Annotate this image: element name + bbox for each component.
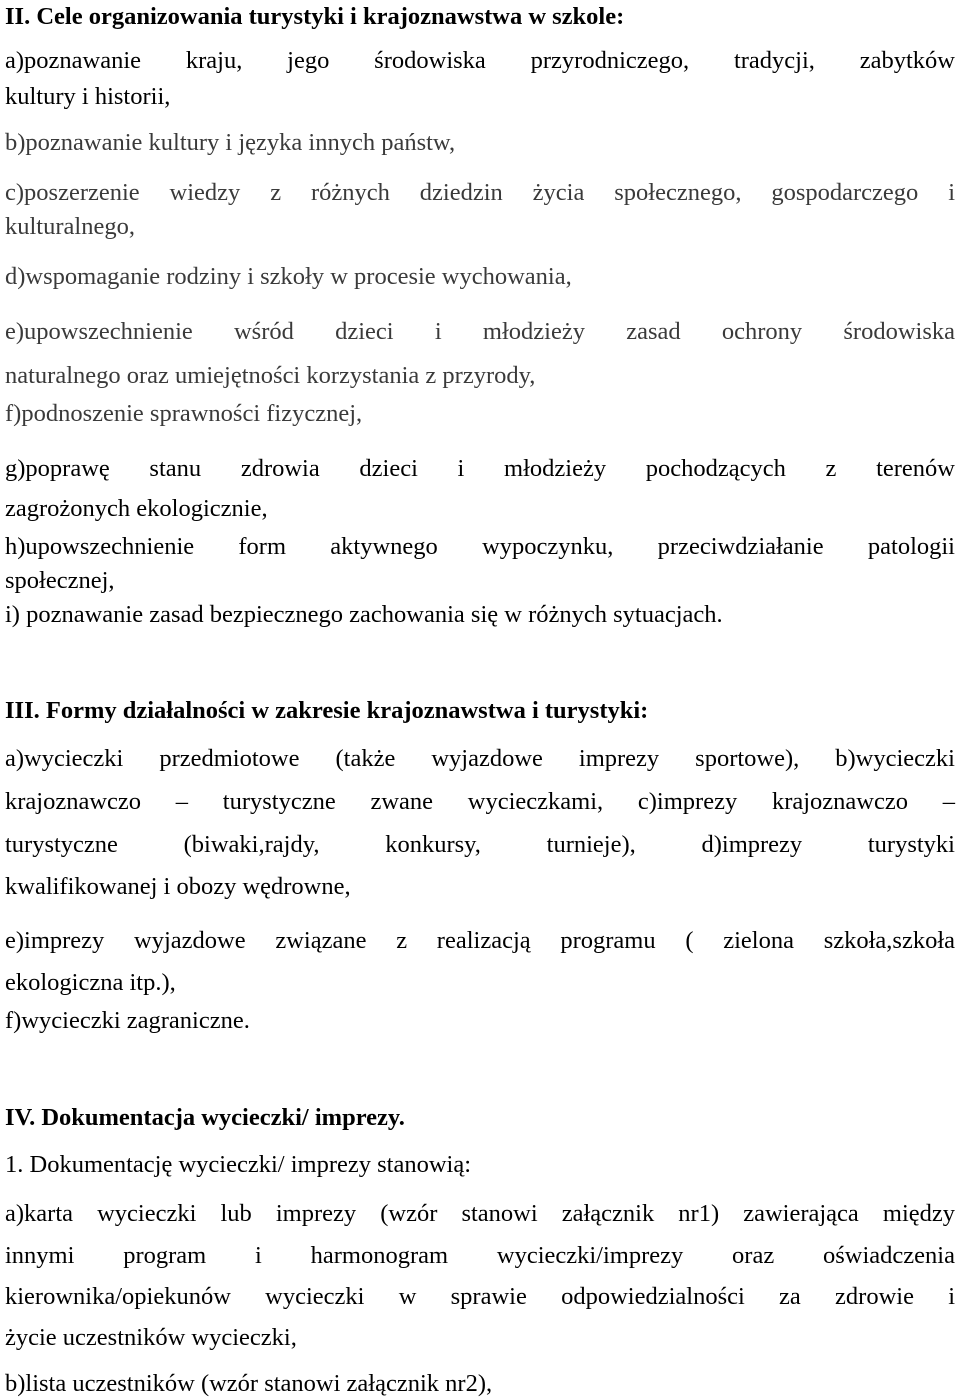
text-line: c)poszerzenie wiedzy z różnych dziedzin życia społecznego, gospodarczego i	[5, 179, 955, 206]
text-line: kulturalnego,	[5, 213, 135, 240]
text-line: a)karta wycieczki lub imprezy (wzór stanowi załącznik nr1) zawierająca między	[5, 1200, 955, 1227]
text-line: e)imprezy wyjazdowe związane z realizacją programu ( zielona szkoła,szkoła	[5, 927, 955, 954]
text-line: naturalnego oraz umiejętności korzystania z przyrody,	[5, 362, 536, 389]
text-line: a)wycieczki przedmiotowe (także wyjazdowe imprezy sportowe), b)wycieczki	[5, 745, 955, 772]
text-line: h)upowszechnienie form aktywnego wypoczynku, przeciwdziałanie patologii	[5, 533, 955, 560]
text-line: krajoznawczo – turystyczne zwane wycieczkami, c)imprezy krajoznawczo –	[5, 788, 955, 815]
text-line: b)lista uczestników (wzór stanowi załącznik nr2),	[5, 1370, 493, 1397]
text-line: f)podnoszenie sprawności fizycznej,	[5, 400, 363, 427]
text-line: e)upowszechnienie wśród dzieci i młodzieży zasad ochrony środowiska	[5, 318, 955, 345]
text-line: turystyczne (biwaki,rajdy, konkursy, turnieje), d)imprezy turystyki	[5, 831, 955, 858]
section-iv-heading: IV. Dokumentacja wycieczki/ imprezy.	[5, 1104, 405, 1131]
section-iii-heading: III. Formy działalności w zakresie krajoznawstwa i turystyki:	[5, 697, 649, 724]
text-line: życie uczestników wycieczki,	[5, 1324, 297, 1351]
section-ii-heading: II. Cele organizowania turystyki i krajoznawstwa w szkole:	[5, 3, 625, 30]
text-line: b)poznawanie kultury i języka innych państw,	[5, 129, 456, 156]
text-line: f)wycieczki zagraniczne.	[5, 1007, 250, 1034]
text-line: 1. Dokumentację wycieczki/ imprezy stanowią:	[5, 1151, 472, 1178]
text-line: d)wspomaganie rodziny i szkoły w procesie wychowania,	[5, 263, 572, 290]
text-line: ekologiczna itp.),	[5, 969, 176, 996]
text-line: a)poznawanie kraju, jego środowiska przyrodniczego, tradycji, zabytków	[5, 47, 955, 74]
text-line: zagrożonych ekologicznie,	[5, 495, 268, 522]
text-line: społecznej,	[5, 567, 115, 594]
text-line: kwalifikowanej i obozy wędrowne,	[5, 873, 351, 900]
text-line: i) poznawanie zasad bezpiecznego zachowania się w różnych sytuacjach.	[5, 601, 723, 628]
text-line: g)poprawę stanu zdrowia dzieci i młodzieży pochodzących z terenów	[5, 455, 955, 482]
text-line: kultury i historii,	[5, 83, 171, 110]
text-line: kierownika/opiekunów wycieczki w sprawie odpowiedzialności za zdrowie i	[5, 1283, 955, 1310]
text-line: innymi program i harmonogram wycieczki/imprezy oraz oświadczenia	[5, 1242, 955, 1269]
